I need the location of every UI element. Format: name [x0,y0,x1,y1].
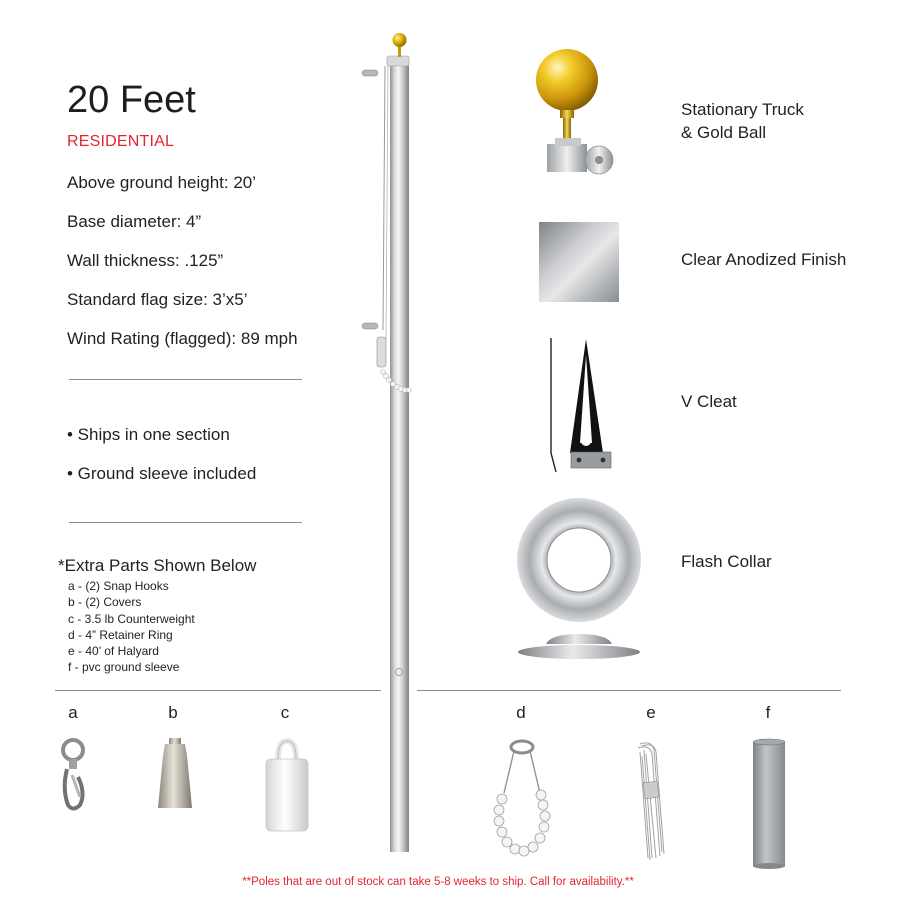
spec-wall-thickness: Wall thickness: .125” [67,251,224,270]
part-letter-e: e [646,703,656,722]
gold-ball-truck-icon [535,48,615,183]
component-label: & Gold Ball [681,123,767,142]
list-item: a - (2) Snap Hooks [68,579,169,593]
anodized-swatch-icon [539,222,619,302]
part-letter-a: a [68,703,78,722]
flash-collar-icon [516,496,642,662]
retainer-ring-icon [486,737,558,865]
component-label: Flash Collar [681,552,772,571]
halyard-rope-icon [632,740,672,862]
spec-wind-rating: Wind Rating (flagged): 89 mph [67,329,298,348]
component-label: Stationary Truck [681,100,804,119]
feature-ground-sleeve: • Ground sleeve included [67,464,257,483]
list-item: d - 4” Retainer Ring [68,627,173,642]
extras-title: *Extra Parts Shown Below [58,556,257,575]
list-item: f - pvc ground sleeve [68,660,180,675]
part-letter-d: d [516,703,526,722]
spec-height: Above ground height: 20’ [67,173,257,192]
cover-cap-icon [155,736,195,812]
list-item: b - (2) Covers [68,595,142,610]
counterweight-icon [264,737,310,835]
v-cleat-icon [546,335,616,475]
list-item: e - 40’ of Halyard [68,644,159,659]
component-label: V Cleat [681,392,737,411]
spec-flag-size: Standard flag size: 3’x5’ [67,290,248,309]
product-category: RESIDENTIAL [67,133,175,150]
part-letter-b: b [168,703,178,722]
list-item: c - 3.5 lb Counterweight [68,611,195,626]
stock-footnote: **Poles that are out of stock can take 5-8 weeks to ship. Call for availability.** [242,876,634,888]
part-letter-f: f [765,703,771,722]
product-title: 20 Feet [67,79,196,121]
pvc-sleeve-icon [752,738,786,870]
feature-one-section: • Ships in one section [67,425,230,444]
part-letter-c: c [280,703,290,722]
snap-hook-icon [56,737,90,813]
spec-base-diameter: Base diameter: 4” [67,212,202,231]
component-label: Clear Anodized Finish [681,250,847,269]
